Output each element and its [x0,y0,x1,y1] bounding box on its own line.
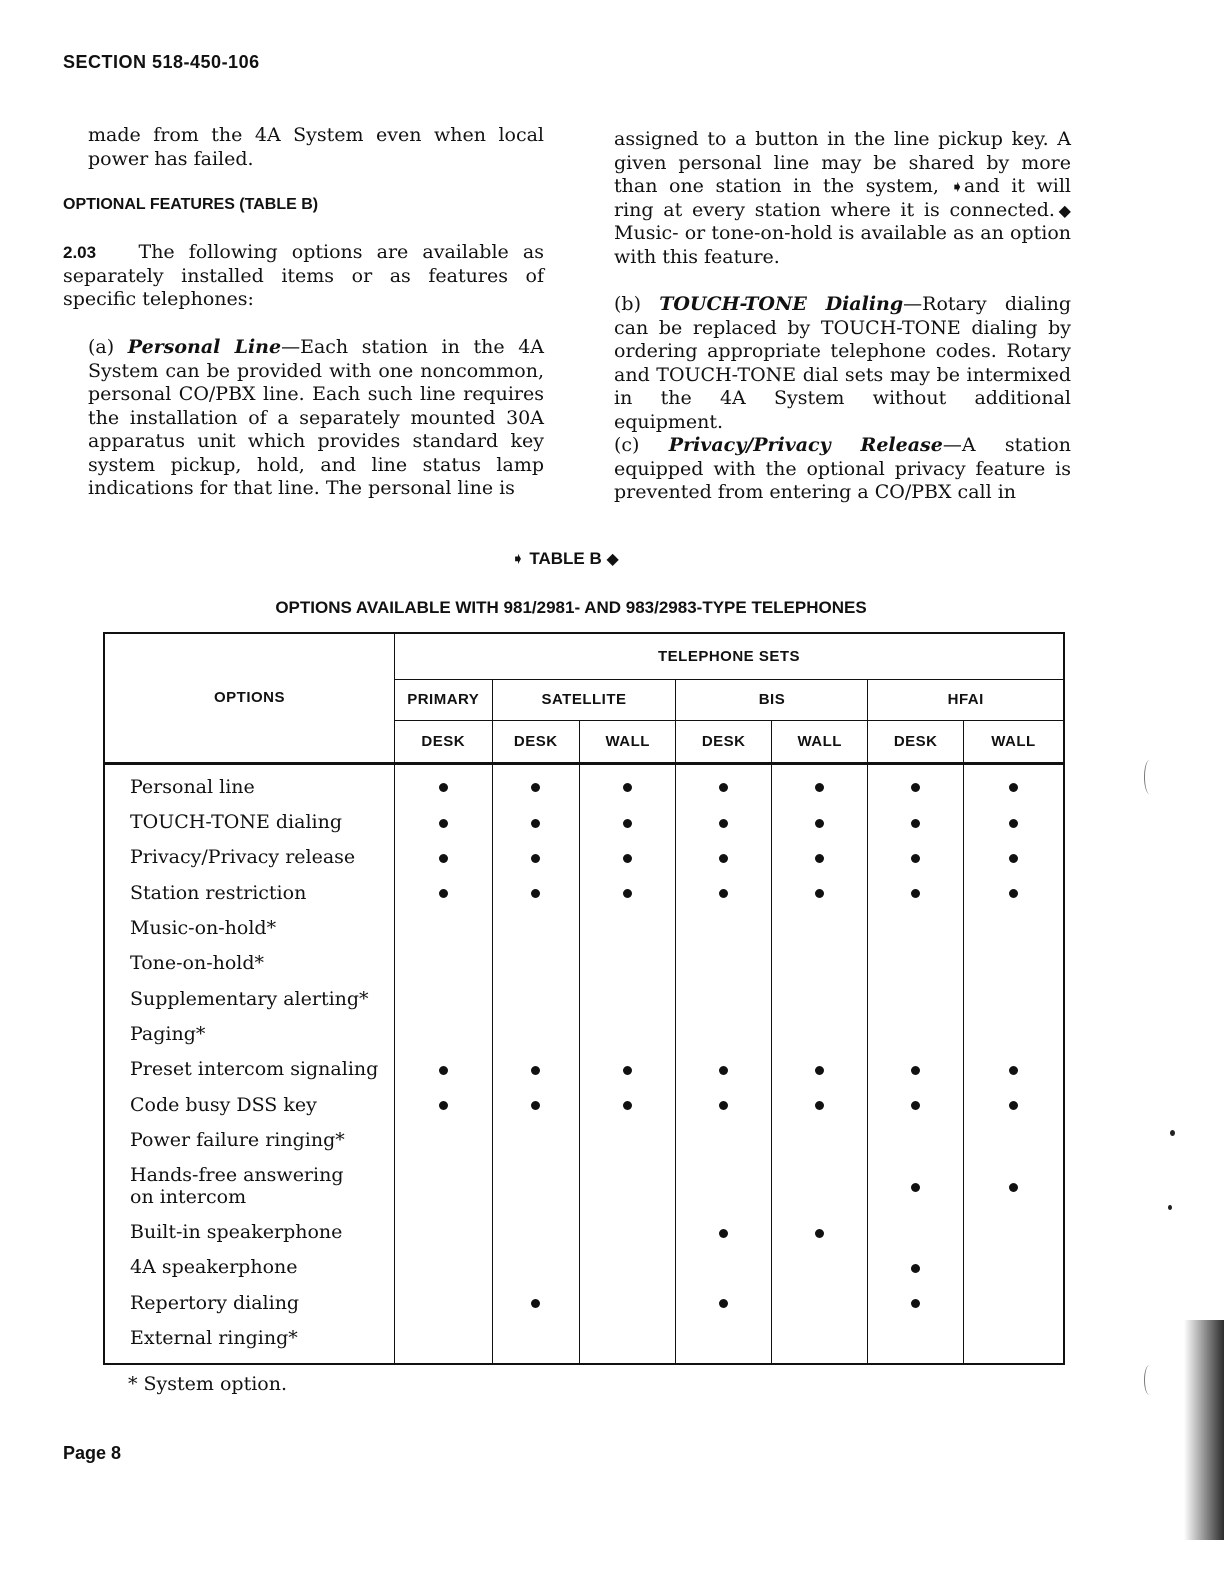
option-label: Tone-on-hold* [130,952,265,975]
scan-mark [1144,1365,1155,1395]
available-dot-icon [911,1101,920,1110]
availability-cell [579,981,676,1016]
availability-cell [676,1052,771,1087]
availability-cell [963,1320,1064,1355]
mounting-header: DESK [395,720,493,763]
section-header: SECTION 518-450-106 [63,52,260,72]
availability-cell [963,1052,1064,1087]
available-dot-icon [911,1183,920,1192]
option-label-line2: on intercom [130,1186,247,1209]
availability-cell [579,1016,676,1051]
availability-cell [963,1214,1064,1249]
option-label: Hands-free answering [130,1164,344,1187]
availability-cell [395,1087,493,1122]
spacer-cell [579,1356,676,1364]
option-label: TOUCH-TONE dialing [130,811,343,834]
spacer-cell [492,1356,579,1364]
availability-cell [868,804,963,839]
availability-cell [676,804,771,839]
change-marker-close-icon: ◆ [1054,200,1071,220]
table-row [104,769,1064,804]
option-label: Power failure ringing* [130,1129,345,1152]
option-label: Supplementary alerting* [130,987,369,1010]
availability-cell [492,1087,579,1122]
item-b [614,293,1071,434]
table-number: TABLE B [529,549,602,568]
availability-cell [492,875,579,910]
availability-cell [963,769,1064,804]
available-dot-icon [1009,889,1018,898]
available-dot-icon [531,854,540,863]
left-column [63,124,544,171]
availability-cell [579,910,676,945]
available-dot-icon [623,1066,632,1075]
available-dot-icon [1009,854,1018,863]
availability-cell [395,1158,493,1215]
available-dot-icon [439,1101,448,1110]
available-dot-icon [719,854,728,863]
table-spacer-row [104,1356,1064,1364]
options-column-header: OPTIONS [104,633,395,763]
options-table [103,632,1065,1365]
item-c [614,434,1071,505]
availability-cell [868,910,963,945]
availability-cell [579,1087,676,1122]
item-a-label: (a) [88,336,115,358]
availability-cell [492,840,579,875]
available-dot-icon [1009,1101,1018,1110]
item-b-label: (b) [614,293,641,315]
option-cell [104,1087,395,1122]
option-cell [104,1214,395,1249]
available-dot-icon [815,889,824,898]
availability-cell [771,1052,868,1087]
availability-cell [676,981,771,1016]
availability-cell [963,1158,1064,1215]
set-type-header: SATELLITE [492,679,676,720]
availability-cell [395,1214,493,1249]
availability-cell [771,1320,868,1355]
available-dot-icon [1009,1183,1018,1192]
table-row [104,1052,1064,1087]
availability-cell [676,875,771,910]
availability-cell [579,1158,676,1215]
table-row [104,910,1064,945]
availability-cell [676,1122,771,1157]
availability-cell [492,1122,579,1157]
mounting-header: DESK [492,720,579,763]
table-row [104,1250,1064,1285]
availability-cell [771,1016,868,1051]
scan-speck [1170,1130,1175,1136]
availability-cell [963,840,1064,875]
availability-cell [771,946,868,981]
available-dot-icon [719,1229,728,1238]
availability-cell [676,1016,771,1051]
table-caption: OPTIONS AVAILABLE WITH 981/2981- AND 983/2983-TYPE TELEPHONES [275,598,867,617]
available-dot-icon [719,889,728,898]
availability-cell [771,1285,868,1320]
table-row [104,840,1064,875]
item-a-title: Personal Line [127,336,282,358]
available-dot-icon [1009,819,1018,828]
availability-cell [395,769,493,804]
change-marker-open-icon: ➧ [950,177,964,196]
availability-cell [395,946,493,981]
spacer-cell [868,1356,963,1364]
option-cell [104,1052,395,1087]
availability-cell [395,875,493,910]
availability-cell [395,804,493,839]
option-cell [104,1016,395,1051]
table-label [0,549,1130,569]
availability-cell [771,1158,868,1215]
available-dot-icon [815,854,824,863]
available-dot-icon [815,819,824,828]
available-dot-icon [911,1299,920,1308]
table-row [104,875,1064,910]
item-a-text: —Each station in the 4A System can be provided with one noncommon, personal CO/PBX line. Each such line requires the installation of a separately mounted 30A apparatus unit which provides standard key system pickup, hold, and line status lamp indications for that line. The personal line is [88,336,545,499]
option-label: Paging* [130,1023,206,1046]
paragraph-2-03 [63,241,544,312]
spacer-cell [104,1356,395,1364]
availability-cell [771,981,868,1016]
table-row [104,1285,1064,1320]
availability-cell [676,910,771,945]
continuation-text-after: Music- or tone-on-hold is available as an option with this feature. [614,222,1071,268]
paragraph-text: The following options are available as separately installed items or as features of specific telephones: [63,241,544,310]
available-dot-icon [911,854,920,863]
available-dot-icon [1009,1066,1018,1075]
availability-cell [963,1285,1064,1320]
spacer-cell [395,1356,493,1364]
option-label: Station restriction [130,881,307,904]
option-cell [104,1158,395,1215]
table-row [104,1087,1064,1122]
available-dot-icon [531,819,540,828]
availability-cell [868,1016,963,1051]
continuation-text: made from the 4A System even when local power has failed. [88,124,544,170]
paragraph-number: 2.03 [63,243,97,262]
availability-cell [492,1285,579,1320]
available-dot-icon [719,1101,728,1110]
availability-cell [492,769,579,804]
available-dot-icon [439,854,448,863]
availability-cell [963,946,1064,981]
option-label: Built-in speakerphone [130,1221,343,1244]
option-label: Privacy/Privacy release [130,846,356,869]
option-cell [104,981,395,1016]
available-dot-icon [815,1066,824,1075]
option-cell [104,840,395,875]
table-row [104,1158,1064,1215]
availability-cell [963,1250,1064,1285]
mounting-header: WALL [771,720,868,763]
table-header [104,633,1064,763]
availability-cell [963,1087,1064,1122]
availability-cell [676,946,771,981]
availability-cell [395,981,493,1016]
option-cell [104,1285,395,1320]
spacer-cell [676,1356,771,1364]
availability-cell [676,1320,771,1355]
availability-cell [492,1320,579,1355]
option-cell [104,1320,395,1355]
available-dot-icon [911,783,920,792]
item-c-label: (c) [614,434,640,456]
option-cell [104,804,395,839]
available-dot-icon [911,819,920,828]
table-row [104,1320,1064,1355]
availability-cell [579,1285,676,1320]
availability-cell [963,875,1064,910]
option-cell [104,910,395,945]
available-dot-icon [623,783,632,792]
availability-cell [868,946,963,981]
availability-cell [579,946,676,981]
availability-cell [492,804,579,839]
availability-cell [579,1250,676,1285]
option-label: Music-on-hold* [130,917,277,940]
availability-cell [963,981,1064,1016]
item-b-title: TOUCH-TONE Dialing [659,293,904,315]
available-dot-icon [911,1264,920,1273]
availability-cell [395,1122,493,1157]
availability-cell [492,981,579,1016]
availability-cell [771,840,868,875]
available-dot-icon [1009,783,1018,792]
availability-cell [771,769,868,804]
change-marker-open-icon: ➧ [511,551,525,568]
availability-cell [868,840,963,875]
availability-cell [395,1016,493,1051]
availability-cell [868,1158,963,1215]
availability-cell [395,840,493,875]
change-marker-close-icon: ◆ [606,551,619,568]
spacer-cell [771,1356,868,1364]
availability-cell [579,840,676,875]
table-row [104,1016,1064,1051]
availability-cell [676,769,771,804]
availability-cell [868,1214,963,1249]
continuation-text: assigned to a button in the line pickup key. A given personal line may be shared by more than one station in the system, [614,128,1071,197]
availability-cell [579,875,676,910]
section-heading-optional-features: OPTIONAL FEATURES (TABLE B) [63,196,319,213]
table-row [104,1122,1064,1157]
option-cell [104,875,395,910]
changed-text: and it will ring at every station where it is connected. [614,175,1071,221]
availability-cell [492,1214,579,1249]
scan-mark [1144,760,1155,794]
set-type-header: PRIMARY [395,679,493,720]
availability-cell [868,875,963,910]
availability-cell [395,910,493,945]
availability-cell [676,1158,771,1215]
availability-cell [676,1285,771,1320]
availability-cell [963,910,1064,945]
availability-cell [395,1250,493,1285]
availability-cell [868,1285,963,1320]
option-label: External ringing* [130,1327,298,1350]
item-b-text: —Rotary dialing can be replaced by TOUCH-TONE dialing by ordering appropriate telephone codes. Rotary and TOUCH-TONE dial sets may be intermixed in the 4A System without additional equipment. [614,293,1071,433]
availability-cell [771,1087,868,1122]
available-dot-icon [531,1066,540,1075]
set-type-header: HFAI [868,679,1064,720]
availability-cell [868,981,963,1016]
available-dot-icon [531,783,540,792]
availability-cell [771,910,868,945]
availability-cell [868,1320,963,1355]
availability-cell [395,1320,493,1355]
availability-cell [395,1285,493,1320]
availability-cell [579,769,676,804]
option-cell [104,946,395,981]
item-c-text: —A station equipped with the optional privacy feature is prevented from entering a CO/PBX call in [614,434,1071,503]
telephone-sets-header: TELEPHONE SETS [395,633,1065,679]
availability-cell [492,1052,579,1087]
availability-cell [676,1250,771,1285]
available-dot-icon [531,1299,540,1308]
availability-cell [868,1052,963,1087]
availability-cell [579,1122,676,1157]
available-dot-icon [623,889,632,898]
availability-cell [579,1214,676,1249]
option-cell [104,1122,395,1157]
availability-cell [963,804,1064,839]
option-label: Preset intercom signaling [130,1058,379,1081]
availability-cell [868,1122,963,1157]
availability-cell [492,946,579,981]
available-dot-icon [439,889,448,898]
available-dot-icon [815,783,824,792]
availability-cell [868,1250,963,1285]
availability-cell [771,804,868,839]
available-dot-icon [439,819,448,828]
availability-cell [963,1122,1064,1157]
available-dot-icon [719,819,728,828]
mounting-header: DESK [868,720,963,763]
availability-cell [963,1016,1064,1051]
page-number: Page 8 [63,1443,122,1463]
option-cell [104,769,395,804]
available-dot-icon [439,783,448,792]
available-dot-icon [815,1229,824,1238]
availability-cell [492,910,579,945]
availability-cell [395,1052,493,1087]
available-dot-icon [623,819,632,828]
available-dot-icon [911,1066,920,1075]
item-c-title: Privacy/Privacy Release [668,434,943,456]
spacer-cell [963,1356,1064,1364]
option-label: Code busy DSS key [130,1093,317,1116]
mounting-header: WALL [579,720,676,763]
available-dot-icon [911,889,920,898]
table-row [104,946,1064,981]
availability-cell [771,875,868,910]
available-dot-icon [531,1101,540,1110]
table-body [104,763,1064,1364]
table-row [104,981,1064,1016]
availability-cell [771,1214,868,1249]
option-label: Repertory dialing [130,1291,300,1314]
scan-edge-shadow [1184,1320,1224,1540]
availability-cell [492,1250,579,1285]
availability-cell [676,1214,771,1249]
right-column-continuation [614,128,1071,269]
mounting-header: WALL [963,720,1064,763]
set-type-header: BIS [676,679,868,720]
table-row [104,1214,1064,1249]
available-dot-icon [719,783,728,792]
availability-cell [579,804,676,839]
scan-speck [1168,1205,1172,1210]
item-a [63,336,544,501]
available-dot-icon [719,1066,728,1075]
available-dot-icon [623,854,632,863]
availability-cell [579,1320,676,1355]
option-label: Personal line [130,775,255,798]
available-dot-icon [623,1101,632,1110]
mounting-header: DESK [676,720,771,763]
available-dot-icon [719,1299,728,1308]
availability-cell [771,1250,868,1285]
availability-cell [579,1052,676,1087]
available-dot-icon [439,1066,448,1075]
table-footnote: * System option. [128,1373,288,1395]
availability-cell [868,1087,963,1122]
availability-cell [868,769,963,804]
option-cell [104,1250,395,1285]
availability-cell [771,1122,868,1157]
availability-cell [676,1087,771,1122]
available-dot-icon [815,1101,824,1110]
table-row [104,804,1064,839]
available-dot-icon [531,889,540,898]
option-label: 4A speakerphone [130,1256,298,1279]
availability-cell [492,1158,579,1215]
availability-cell [492,1016,579,1051]
availability-cell [676,840,771,875]
